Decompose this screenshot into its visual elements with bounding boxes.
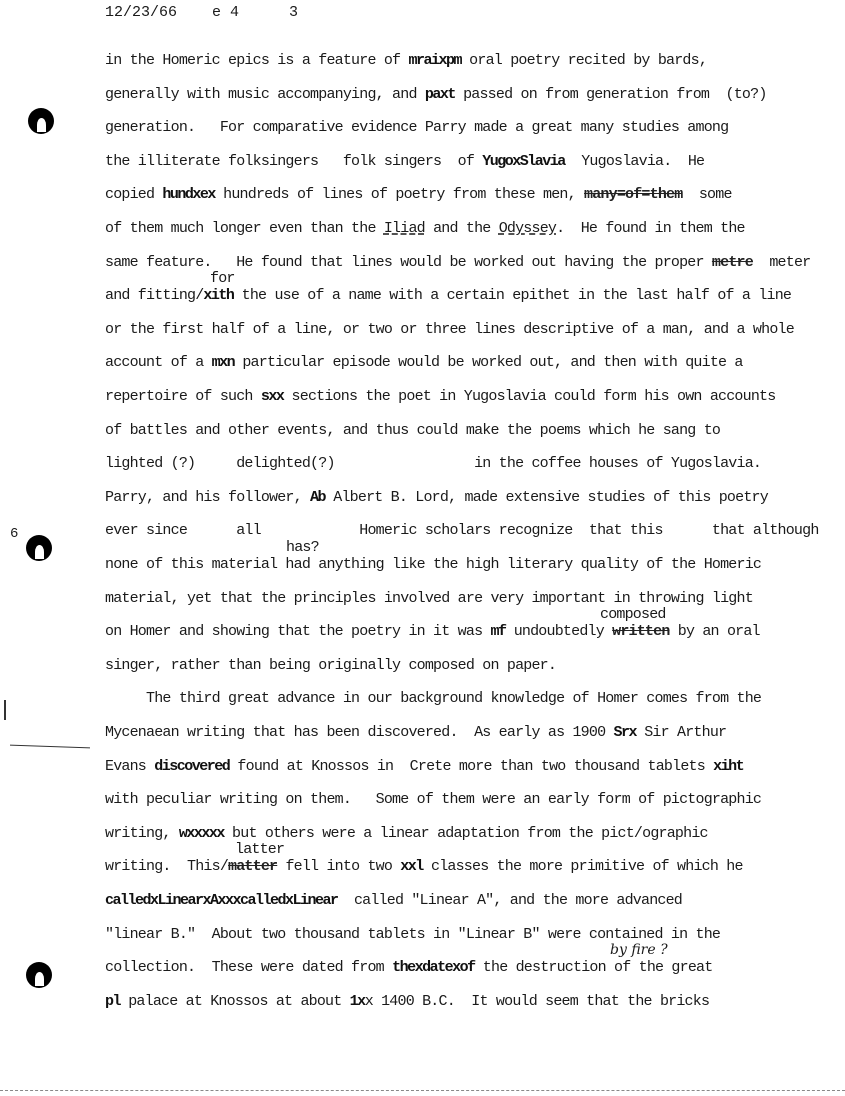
text-line [105, 624, 760, 639]
struck-text: 1x [349, 992, 365, 1010]
text-line [105, 927, 720, 942]
handwritten-by-fire: by fire ? [610, 942, 668, 958]
text-segment: singer, rather than being originally composed on paper. [105, 656, 557, 674]
text-line [105, 355, 743, 370]
punch-hole-mark [26, 535, 52, 561]
text-line [105, 87, 767, 102]
text-line [105, 960, 712, 975]
text-line [105, 221, 745, 236]
text-segment: generally with music accompanying, and [105, 85, 425, 103]
text-line [105, 456, 761, 471]
underlined-title: Iliad [383, 220, 425, 237]
text-segment: same feature. He found that lines would be worked out having the proper [105, 253, 712, 271]
text-segment: the destruction of the great [474, 959, 713, 977]
struck-text: mxn [211, 354, 235, 372]
punch-hole-mark [28, 108, 54, 134]
text-line [105, 792, 761, 807]
text-line [105, 591, 753, 606]
struck-text: wxxxxx [178, 824, 224, 842]
text-line [105, 154, 704, 169]
struck-text: matter [228, 858, 278, 876]
text-line [105, 187, 732, 202]
struck-text: hundxex [162, 186, 215, 204]
struck-text: xith [203, 287, 234, 305]
text-segment: writing. This/ [105, 858, 229, 876]
insertion-latter: latter [235, 841, 285, 858]
struck-text: paxt [424, 85, 455, 103]
text-segment: palace at Knossos at about [120, 992, 350, 1010]
text-segment: some [682, 186, 732, 204]
struck-text: mraixpm [408, 52, 461, 69]
text-segment: particular episode would be worked out, and then with quite a [234, 354, 743, 372]
struck-text: calledxLinearxAxxxcalledxLinear [105, 892, 338, 909]
text-segment: lighted (?) delighted(?) in the coffee houses of Yugoslavia. [105, 455, 762, 473]
text-line [105, 322, 794, 337]
text-segment: Yugoslavia. He [564, 152, 705, 170]
text-segment: copied [105, 186, 163, 204]
text-segment: with peculiar writing on them. Some of them were an early form of pictographic [105, 791, 762, 809]
text-segment: but others were a linear adaptation from the pict/ographic [223, 824, 708, 842]
text-line [105, 759, 743, 774]
text-line [105, 288, 791, 303]
struck-text: Ab [310, 488, 326, 506]
underlined-title: Odyssey [498, 220, 557, 237]
header-code: e 4 [212, 4, 240, 21]
struck-text: YugoxSlavia [482, 152, 565, 170]
text-segment: undoubtedly [505, 623, 613, 641]
bottom-edge-line [0, 1090, 845, 1091]
text-segment: "linear B." About two thousand tablets in "Linear B" were contained in the [105, 925, 721, 943]
text-segment: hundreds of lines of poetry from these men, [214, 186, 585, 204]
text-segment: by an oral [669, 623, 760, 641]
text-segment: Mycenaean writing that has been discovered. As early as 1900 [105, 724, 614, 741]
text-segment: none of this material had anything like the high literary quality of the Homeric [105, 556, 762, 573]
text-segment: sections the poet in Yugoslavia could form his own accounts [283, 388, 776, 405]
text-segment: Parry, and his follower, [105, 488, 311, 506]
text-segment: classes the more primitive of which he [422, 858, 743, 876]
text-segment: and fitting/ [105, 287, 204, 305]
text-segment: collection. These were dated from [105, 959, 393, 977]
header-page: 3 [289, 4, 299, 21]
margin-line-mark [4, 700, 6, 720]
struck-text: mf [490, 623, 506, 641]
text-segment: or the first half of a line, or two or three lines descriptive of a man, and a whole [105, 320, 794, 338]
text-segment: the illiterate folksingers folk singers of [105, 152, 483, 170]
text-segment: Albert B. Lord, made extensive studies of this poetry [325, 488, 768, 506]
text-segment: account of a [105, 354, 212, 372]
struck-text: pl [105, 992, 121, 1010]
text-line [105, 893, 682, 908]
text-line [105, 523, 819, 538]
header-date: 12/23/66 [105, 4, 178, 21]
text-segment: fell into two [277, 858, 401, 876]
text-line [105, 994, 709, 1009]
text-line [105, 120, 728, 135]
text-segment: in the Homeric epics is a feature of [105, 52, 409, 69]
text-segment: Sir Arthur [636, 724, 727, 741]
struck-text: sxx [260, 388, 284, 405]
margin-line-mark [10, 745, 90, 749]
text-segment: and the [424, 220, 499, 237]
text-line [105, 490, 768, 505]
text-segment: oral poetry recited by bards, [460, 52, 708, 69]
text-segment: on Homer and showing that the poetry in it was [105, 623, 491, 641]
text-segment: of them much longer even than the [105, 220, 384, 237]
text-segment: material, yet that the principles involved are very important in throwing light [105, 589, 753, 607]
struck-text: many=of=them [584, 186, 683, 204]
text-segment: passed on from generation from (to?) [454, 85, 767, 103]
text-segment: generation. For comparative evidence Parry made a great many studies among [105, 119, 729, 137]
struck-text: discovered [154, 757, 230, 775]
insertion-composed: composed [600, 606, 666, 623]
text-line [105, 557, 761, 572]
text-line [105, 826, 708, 841]
text-line [105, 53, 707, 68]
text-segment: the use of a name with a certain epithet in the last half of a line [233, 287, 792, 305]
text-line [105, 423, 720, 438]
text-segment: ever since all Homeric scholars recognize that this that although [105, 522, 819, 540]
text-line [105, 691, 761, 706]
punch-hole-mark [26, 962, 52, 988]
text-segment: x 1400 B.C. It would seem that the bricks [364, 992, 710, 1010]
text-segment: of battles and other events, and thus could make the poems which he sang to [105, 421, 721, 439]
text-segment: found at Knossos in Crete more than two thousand tablets [229, 757, 714, 775]
struck-text: written [612, 623, 670, 641]
insertion-has: has? [286, 539, 319, 556]
struck-text: xiht [713, 757, 744, 775]
text-segment: Evans [105, 757, 155, 775]
insertion-for: for [210, 270, 235, 287]
text-segment: repertoire of such [105, 388, 261, 405]
text-segment: writing, [105, 824, 179, 842]
text-segment: meter [752, 253, 811, 271]
text-line [105, 859, 743, 874]
text-line [105, 389, 775, 404]
text-segment: . He found in them the [556, 220, 745, 237]
struck-text: xxl [400, 858, 423, 876]
text-line [105, 725, 726, 740]
margin-number: 6 [10, 526, 19, 542]
text-line [105, 255, 810, 270]
struck-text: Srx [613, 724, 637, 741]
text-segment: called "Linear A", and the more advanced [337, 892, 683, 909]
text-line [105, 658, 556, 673]
struck-text: metre [711, 253, 753, 271]
text-segment: The third great advance in our background knowledge of Homer comes from the [105, 690, 762, 708]
struck-text: thexdatexof [392, 959, 475, 977]
